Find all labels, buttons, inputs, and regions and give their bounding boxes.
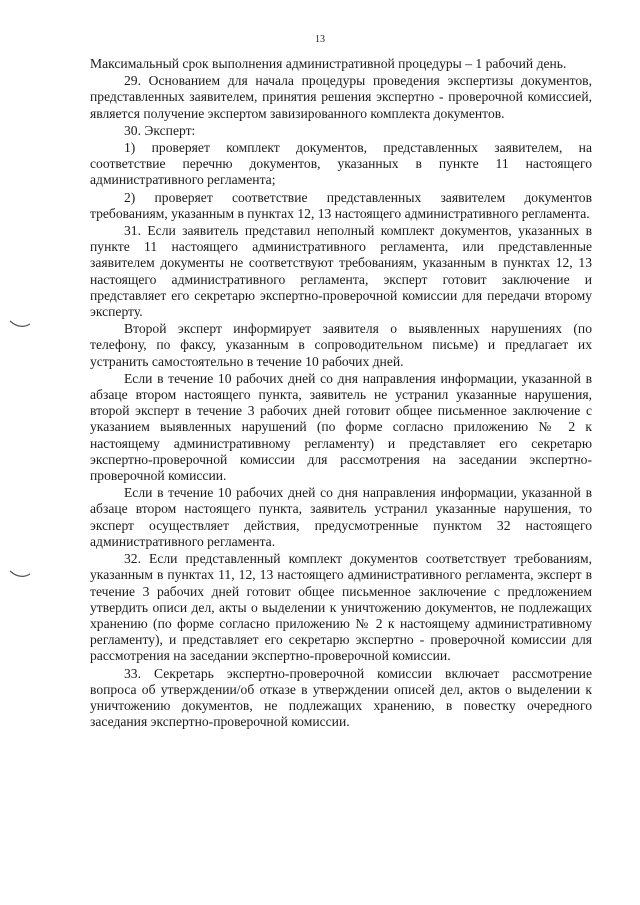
document-body [90,56,592,731]
paragraph: 31. Если заявитель представил неполный комплект документов, указанных в пункте 11 настоящего административного регламента, или представленные заявителем документы не соответствуют требованиям, указанным в пунктах 12, 13 настоящего административного регламента, эксперт готовит заключение и представляет его секретарю экспертно-проверочной комиссии для передачи второму эксперту. [90,223,592,320]
paragraph: Если в течение 10 рабочих дней со дня направления информации, указанной в абзаце втором настоящего пункта, заявитель устранил указанные нарушения, то эксперт осуществляет действия, предусмотренные пунктом 32 настоящего административного регламента. [90,485,592,549]
paragraph: 30. Эксперт: [124,122,196,138]
paragraph: 2) проверяет соответствие представленных заявителем документов требованиям, указанным в пунктах 12, 13 настоящего административного регламента. [90,189,592,221]
paragraph: Максимальный срок выполнения административной процедуры – 1 рабочий день. [90,56,567,71]
binding-hole-mark [8,318,32,330]
paragraph: 33. Секретарь экспертно-проверочной комиссии включает рассмотрение вопроса об утверждении/об отказе в утверждении описей дел, актов о выделении к уничтожению документов, не подлежащих хранению, в повестку очередного заседания экспертно-проверочной комиссии. [90,665,592,730]
paragraph: Если в течение 10 рабочих дней со дня направления информации, указанной в абзаце втором настоящего пункта, заявитель не устранил указанные нарушения, второй эксперт в течение 3 рабочих дней готовит общее письменное заключение с указанием выявленных нарушений (по форме согласно приложению № 2 к настоящему административному регламенту) и представляет его секретарю экспертно-проверочной комиссии для рассмотрения на заседании экспертно-проверочной комиссии. [90,370,592,484]
paragraph: 32. Если представленный комплект документов соответствует требованиям, указанным в пунктах 11, 12, 13 настоящего административного регламента, эксперт в течение 3 рабочих дней готовит общее письменное заключение с предложением утвердить описи дел, акты о выделении к уничтожению документов, не подлежащих хранению (по форме согласно приложению № 2 к настоящему административному регламенту), и представляет его секретарю экспертно - проверочной комиссии для рассмотрения на заседании экспертно-проверочной комиссии. [90,551,592,664]
paragraph: 1) проверяет комплект документов, представленных заявителем, на соответствие перечню документов, указанных в пункте 11 настоящего административного регламента; [90,140,592,188]
binding-hole-mark [8,568,32,580]
paragraph: 29. Основанием для начала процедуры проведения экспертизы документов, представленных заявителем, принятия решения экспертно - проверочной комиссией, является получение экспертом завизированного комплекта документов. [90,73,592,121]
page-number: 13 [315,34,325,45]
paragraph: Второй эксперт информирует заявителя о выявленных нарушениях (по телефону, по факсу, указанным в сопроводительном письме) и предлагает их устранить самостоятельно в течение 10 рабочих дней. [90,321,592,369]
